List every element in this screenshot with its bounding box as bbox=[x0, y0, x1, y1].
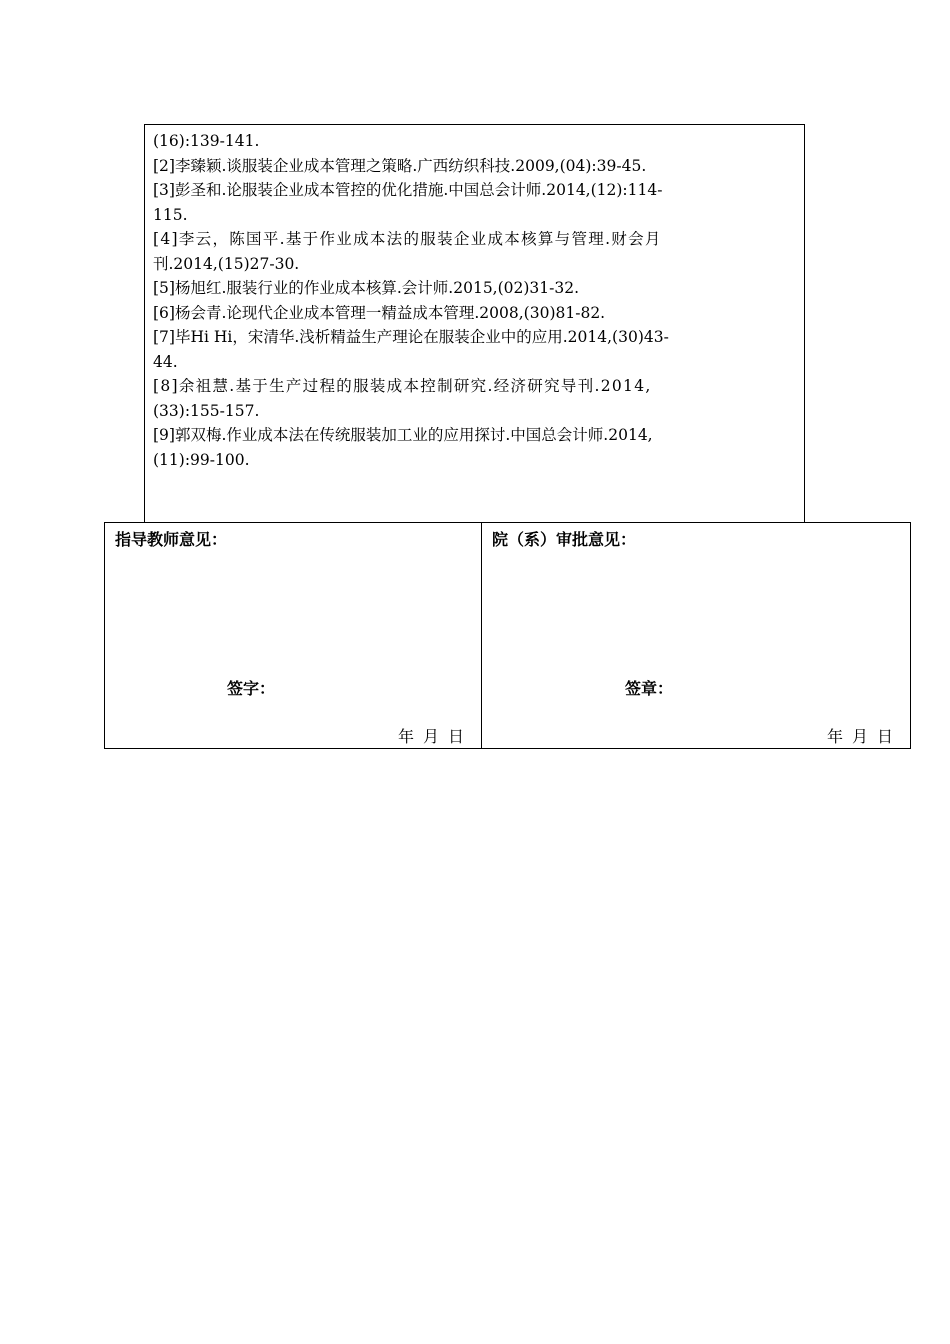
reference-line: (11):99-100. bbox=[153, 450, 250, 469]
advisor-signature-label: 签字： bbox=[227, 679, 276, 698]
department-approval-heading: 院（系）审批意见： bbox=[492, 530, 637, 549]
reference-line: [6]杨会青.论现代企业成本管理一精益成本管理.2008,(30)81-82. bbox=[153, 303, 606, 322]
reference-line: [7]毕Hi Hi，宋清华.浅析精益生产理论在服装企业中的应用.2014,(30)43- bbox=[153, 328, 669, 346]
advisor-opinion-heading: 指导教师意见： bbox=[115, 530, 228, 549]
reference-line: [5]杨旭红.服装行业的作业成本核算.会计师.2015,(02)31-32. bbox=[153, 279, 580, 297]
reference-line: [3]彭圣和.论服装企业成本管控的优化措施.中国总会计师.2014,(12):114- bbox=[153, 181, 663, 199]
advisor-date-label: 年月日 bbox=[397, 727, 473, 746]
references-box bbox=[144, 124, 805, 523]
reference-line: [9]郭双梅.作业成本法在传统服装加工业的应用探讨.中国总会计师.2014, bbox=[153, 426, 653, 444]
reference-line: [8]余祖慧.基于生产过程的服装成本控制研究.经济研究导刊.2014, bbox=[153, 377, 652, 395]
reference-line: [2]李臻颖.谈服装企业成本管理之策略.广西纺织科技.2009,(04):39-45. bbox=[153, 156, 647, 175]
reference-line: 刊.2014,(15)27-30. bbox=[153, 254, 300, 273]
reference-line: [4]李云，陈国平.基于作业成本法的服装企业成本核算与管理.财会月 bbox=[153, 230, 662, 248]
department-approval-cell bbox=[482, 523, 910, 748]
reference-line: 115. bbox=[153, 205, 188, 224]
reference-line: (16):139-141. bbox=[153, 132, 260, 150]
reference-line: (33):155-157. bbox=[153, 401, 260, 420]
department-date-label: 年月日 bbox=[826, 727, 902, 746]
advisor-opinion-cell bbox=[105, 523, 482, 748]
department-seal-label: 签章： bbox=[625, 679, 674, 698]
approval-table bbox=[104, 522, 911, 749]
reference-line: 44. bbox=[153, 352, 178, 371]
